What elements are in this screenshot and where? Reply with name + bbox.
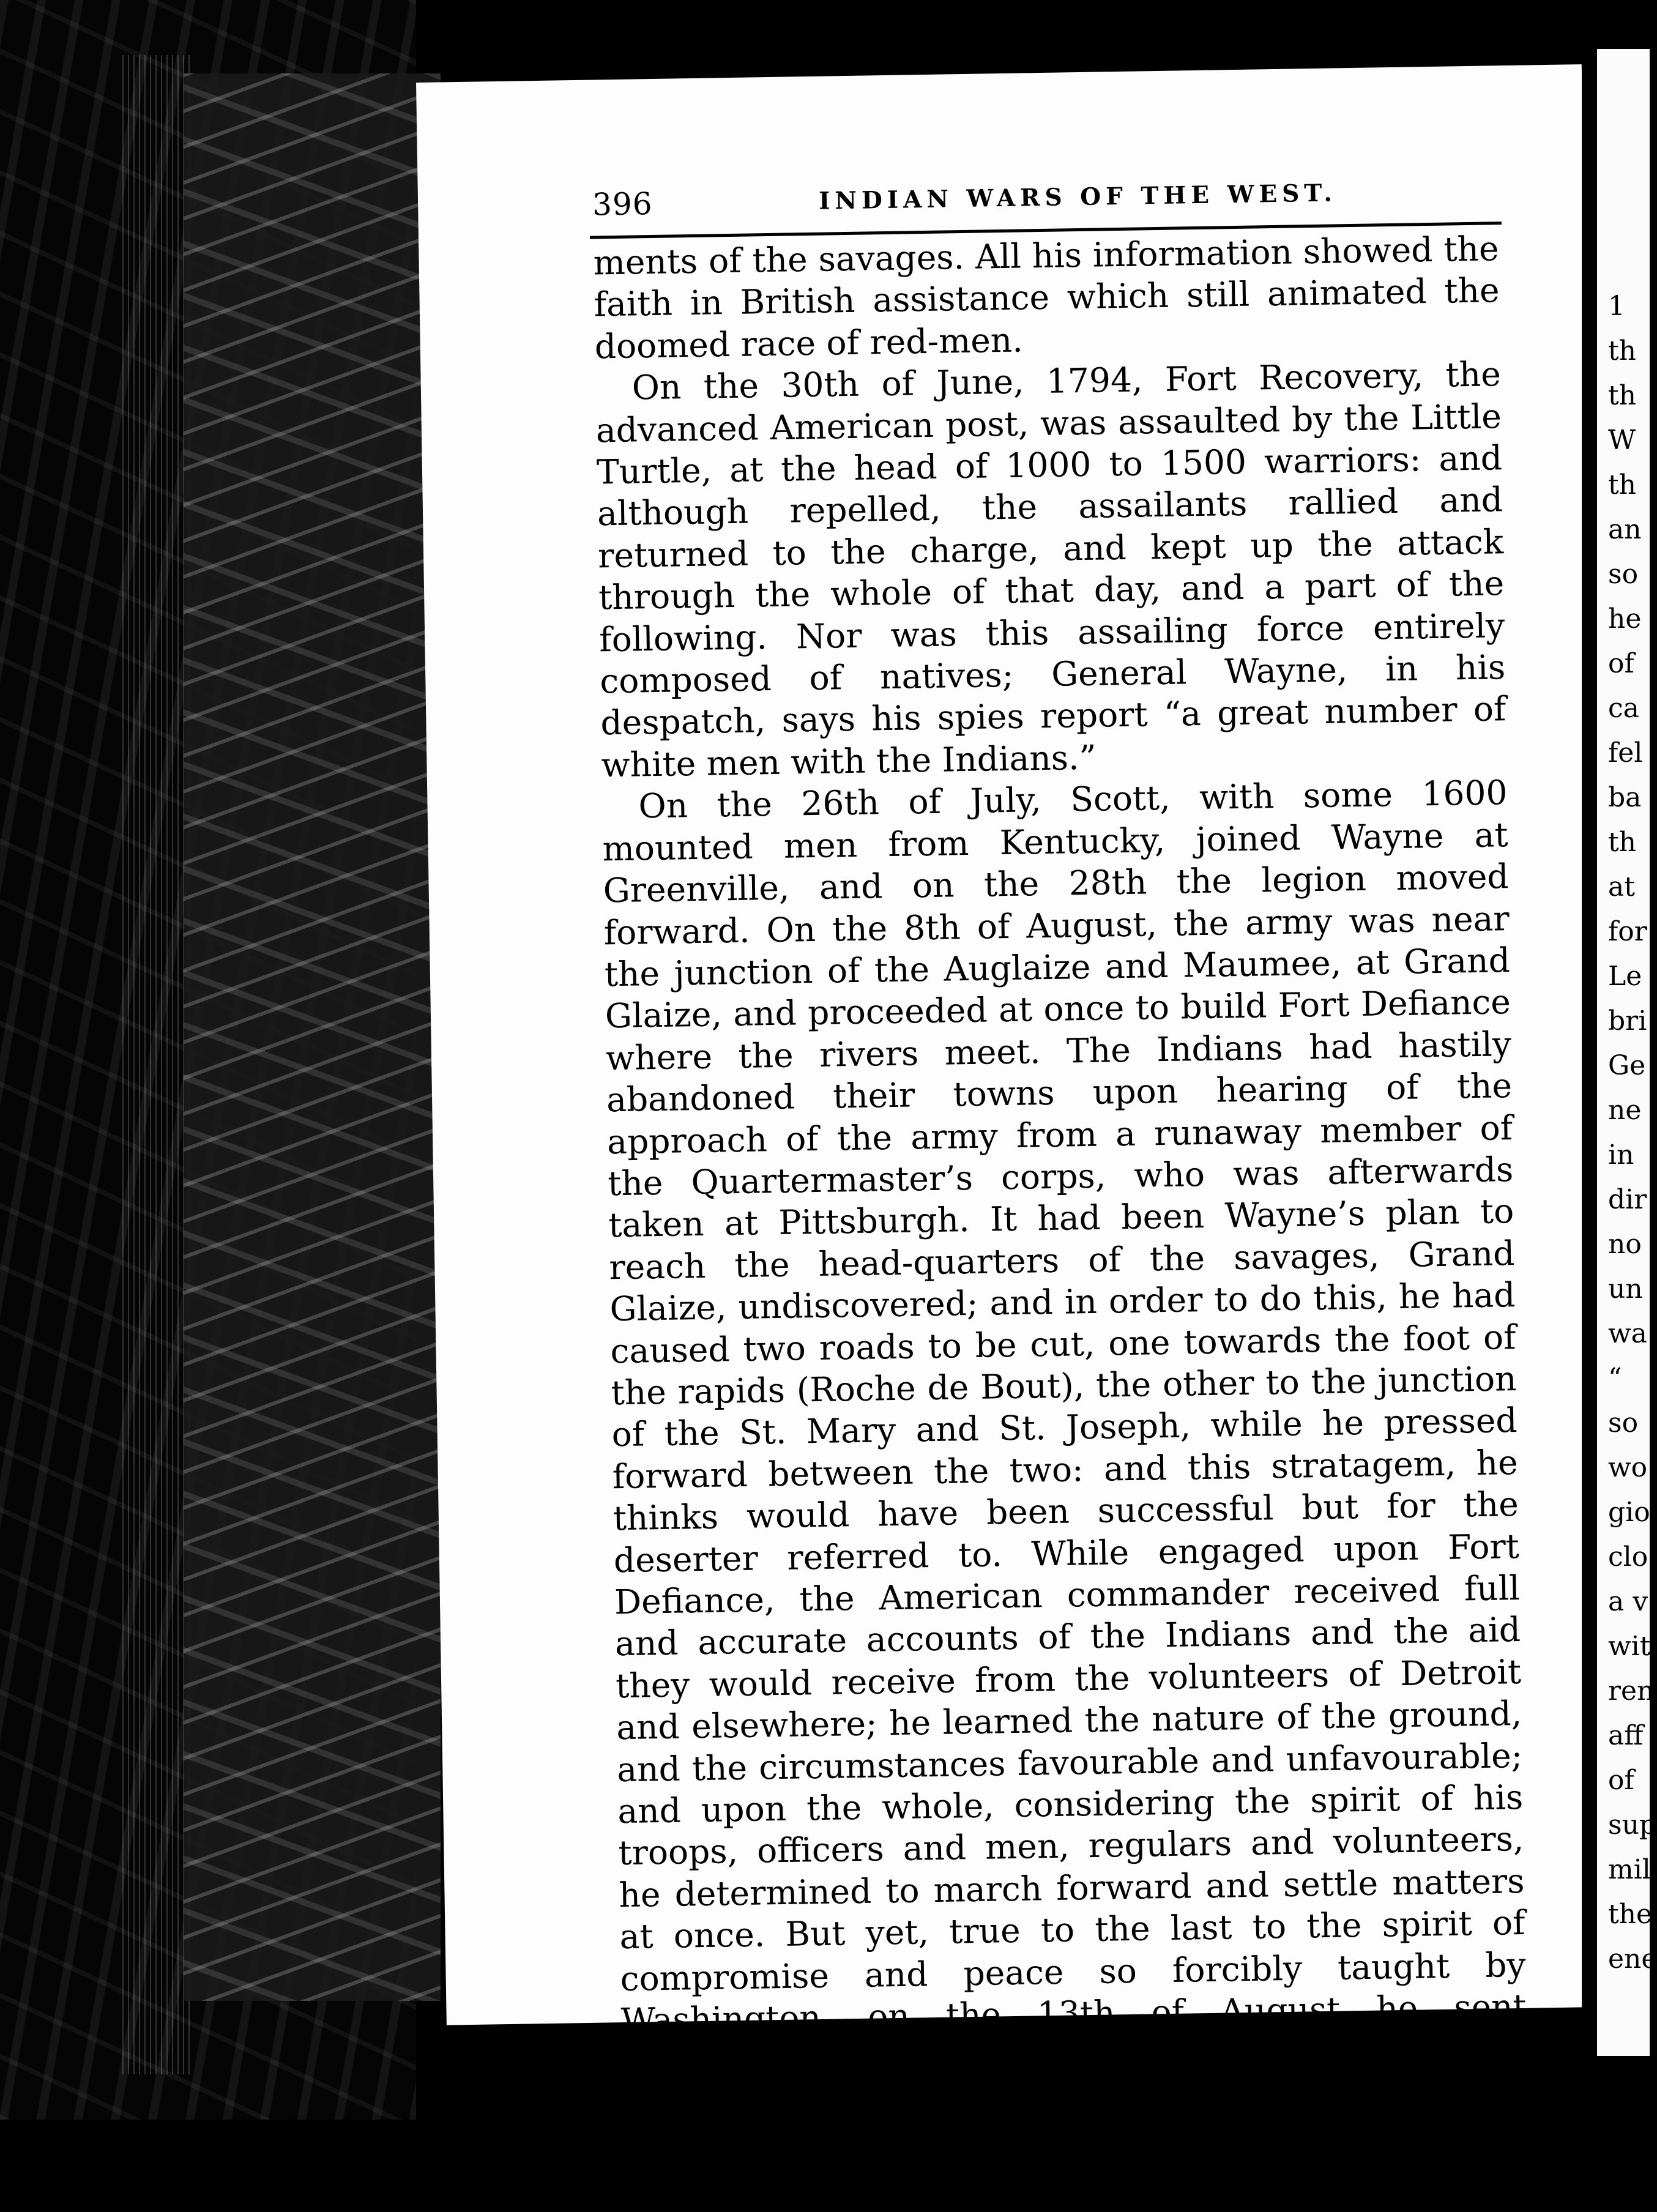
facing-page-line: ene xyxy=(1608,1943,1657,1975)
facing-page-line: th xyxy=(1608,335,1637,367)
facing-page-line: ren xyxy=(1608,1675,1655,1707)
facing-page-line: bri xyxy=(1608,1005,1647,1037)
facing-page-line: in xyxy=(1608,1139,1634,1171)
facing-page-line: dir xyxy=(1608,1184,1647,1215)
page-body xyxy=(593,228,1529,2209)
facing-page-line: “ xyxy=(1608,1363,1622,1394)
facing-page-line: the xyxy=(1608,1899,1653,1930)
facing-page-line: ca xyxy=(1608,693,1639,724)
facing-page-line: th xyxy=(1608,469,1637,501)
facing-page-line: un xyxy=(1608,1273,1643,1305)
facing-page-line: Ge xyxy=(1608,1050,1646,1081)
facing-page-line: for xyxy=(1608,916,1647,947)
facing-page-line: so xyxy=(1608,559,1639,590)
facing-page-line: clo xyxy=(1608,1541,1648,1573)
facing-page xyxy=(1597,49,1657,2056)
facing-page-line: mil xyxy=(1608,1854,1651,1885)
facing-page-line: 1 xyxy=(1608,291,1625,322)
facing-page-line: th xyxy=(1608,827,1637,858)
facing-page-line: of xyxy=(1608,648,1634,679)
marbled-endpaper xyxy=(184,73,441,2001)
facing-page-line: th xyxy=(1608,380,1637,411)
facing-page-line: Le xyxy=(1608,961,1642,992)
facing-page-line: aff xyxy=(1608,1720,1644,1751)
facing-page-edge xyxy=(1582,49,1597,2056)
binding-streaks xyxy=(122,55,190,2074)
page-header xyxy=(592,173,1499,223)
facing-page-line: W xyxy=(1608,425,1636,456)
paragraph-2: On the 30th of June, 1794, Fort Recovery, the advanced American post, was assaulted by the Little Turtle, at the head of 1000 to 1500 warriors: and although repelled, the assailants rallied and returned to the charge, and kept up the attack through the whole of that day, and a part of the following. Nor was this assailing force entirely composed of natives; General Wayne, in his despatch, says his spies report “a great number of white men with the Indians.” xyxy=(595,354,1506,785)
facing-page-line: gio xyxy=(1608,1497,1650,1528)
facing-page-line: a v xyxy=(1608,1586,1648,1617)
facing-page-line: fel xyxy=(1608,737,1643,769)
facing-page-line: an xyxy=(1608,514,1642,545)
facing-page-line: ne xyxy=(1608,1095,1642,1126)
paragraph-1: ments of the savages. All his information showed the faith in British assistance which still animated the doomed race of red-men. xyxy=(593,229,1500,367)
facing-page-line: no xyxy=(1608,1229,1642,1260)
running-title: INDIAN WARS OF THE WEST. xyxy=(818,179,1338,215)
facing-page-line: sup xyxy=(1608,1809,1657,1841)
facing-page-line: ba xyxy=(1608,782,1642,813)
facing-page-line: of xyxy=(1608,1765,1634,1796)
book-page xyxy=(416,64,1612,2208)
facing-page-line: wo xyxy=(1608,1452,1648,1483)
page-number: 396 xyxy=(592,185,653,223)
paragraph-3: On the 26th of July, Scott, with some 1600 mounted men from Kentucky, joined Wayne at Greenville, and on the 28th the legion moved forward. On the 8th of August, the army was near the junction of the Auglaize and Maumee, at Grand Glaize, and proceeded at once to build Fort Defiance where the rivers meet. The Indians had hastily abandoned their towns upon hearing of the approach of the army from a runaway member of the Quartermaster’s corps, who was afterwards taken at Pittsburgh. It had been Wayne’s plan to reach the head-quarters of the savages, Grand Glaize, undiscovered; and in order to do this, he had caused two roads to be cut, one towards the foot of the rapids (Roche de Bout), the other to the junction of the St. Mary and St. Joseph, while he pressed forward between the two: and this stratagem, he thinks would have been successful but for the deserter referred to. While engaged upon Fort Defiance, the American commander received full and accurate accounts of the Indians and the aid they would receive from the volunteers of Detroit and elsewhere; he learned the nature of the ground, and the circumstances favourable and unfavourable; and upon the whole, considering the spirit of his troops, officers and men, regulars and volunteers, he determined to march forward and settle matters at once. But yet, true to the last to the spirit of compromise and peace so forcibly taught by Washington, on the 13th of August he sent Christopher Miller, who had been naturalized among the Shawanees, and had been taken prisoner on the 11th by Wayne’s spies, as a special messenger, offering terms of friendship. xyxy=(602,773,1529,2208)
facing-page-line: wa xyxy=(1608,1318,1647,1349)
facing-page-line: at xyxy=(1608,871,1635,903)
facing-page-line: he xyxy=(1608,603,1642,635)
facing-page-line: wit xyxy=(1608,1631,1651,1662)
facing-page-line: so xyxy=(1608,1407,1639,1439)
